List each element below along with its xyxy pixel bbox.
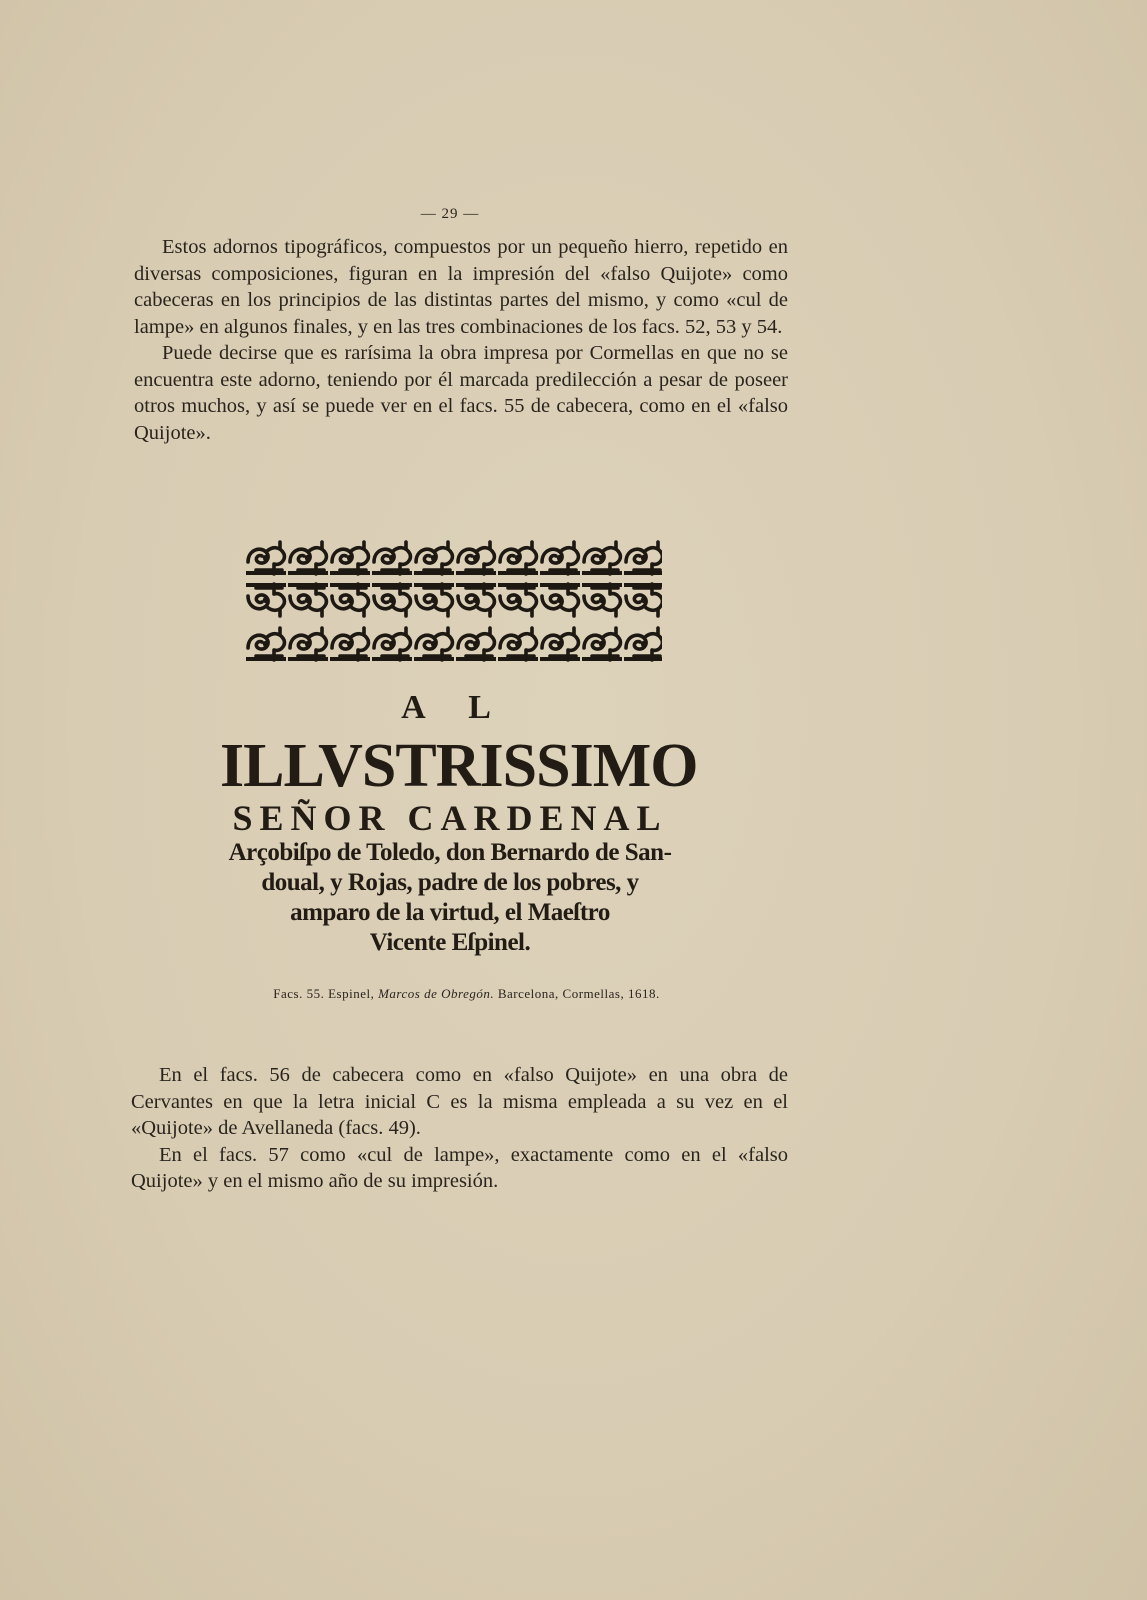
paragraph: En el facs. 56 de cabecera como en «falso Quijote» en una obra de Cervantes en que la letra inicial C es la misma empleada a su vez en el «Quijote» de Avellaneda (facs. 49).: [131, 1064, 788, 1139]
typographic-ornament-band: [246, 540, 662, 618]
facsimile-line: Arçobiſpo de Toledo, don Bernardo de San-: [228, 839, 672, 866]
facsimile-line: doual, y Rojas, padre de los pobres, y: [261, 869, 639, 896]
facsimile-line: Vicente Eſpinel.: [369, 929, 531, 956]
caption-prefix: Facs. 55. Espinel,: [273, 986, 375, 1001]
paragraph: En el facs. 57 como «cul de lampe», exactamente como en el «falso Quijote» y en el mismo año de su impresión.: [131, 1143, 788, 1192]
top-text-block: [134, 234, 788, 446]
paragraph: Puede decirse que es rarísima la obra impresa por Cormellas en que no se encuentra este adorno, teniendo por él marcada predilección a pesar de poseer otros muchos, y así se puede ver en el facs. 55 de cabecera, como en el «falso Quijote».: [134, 342, 788, 444]
typographic-ornament-band: [246, 624, 662, 666]
facsimile-line: A L: [401, 689, 509, 726]
page-number: — 29 —: [420, 206, 480, 222]
caption-title: Marcos de Obregón.: [378, 986, 495, 1001]
figure-caption: [0, 986, 933, 1002]
facsimile-line: SEÑOR CARDENAL: [232, 798, 668, 838]
bottom-text-block: [131, 1062, 788, 1195]
facsimile-line: ILLVSTRISSIMO: [220, 732, 698, 800]
paragraph: Estos adornos tipográficos, compuestos por un pequeño hierro, repetido en diversas composiciones, figuran en la impresión del «falso Quijote» como cabeceras en los principios de las distintas partes del mismo, y como «cul de lampe» en algunos finales, y en las tres combinaciones de los facs. 52, 53 y 54.: [134, 236, 788, 338]
facsimile-line: amparo de la virtud, el Maeſtro: [290, 899, 610, 926]
facsimile-title-page: [220, 688, 698, 958]
caption-suffix: Barcelona, Cormellas, 1618.: [497, 986, 660, 1001]
